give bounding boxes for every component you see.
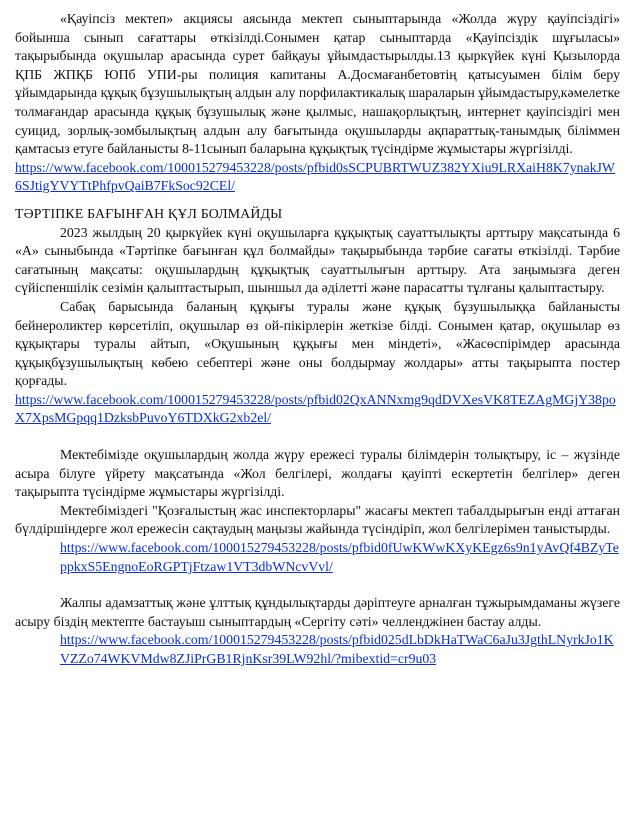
facebook-post-link-1[interactable]: https://www.facebook.com/100015279453228/posts/pfbid0sSCPUBRTWUZ382YXiu9LRXaiH8K7ynakJW6SJtigYVYTtPhfpvQaiB7FkSoc92CEl/ <box>15 159 615 194</box>
road-rules-paragraph-1: Мектебімізде оқушылардың жолда жүру ережесі туралы білімдерін толықтыру, іс – жүзінде асыра білуге үйрету мақсатында «Жол белгілері, жолдағы қауіпті ескертетін белгілер» деген тақырыпта түсіндірме жұмыстары жүргізілді. <box>15 447 620 500</box>
discipline-paragraph-1: 2023 жылдың 20 қыркүйек күні оқушыларға құқықтық сауаттылықты арттыру мақсатында 6 «А» сыныбында «Тәртіпке бағынған құл болмайды» тақырыбында тәрбие сағаты өткізілді. Тәрбие сағатының мақсаты: оқушылардың құқықтық сауаттылығын арттыру. Ата заңымызға деген сүйіспеншілік сезімін қалыптастырып, шыншыл да әділетті және парасатты тұлғаны қалыптастыру. <box>15 224 620 296</box>
facebook-post-link-3[interactable]: https://www.facebook.com/100015279453228/posts/pfbid0fUwKWwKXyKEgz6s9n1yAvQf4BZyTeppkxS5EngnoEoRGPTjFtzaw1VT3dbWNcvVvl/ <box>60 540 619 574</box>
discipline-paragraph-2: Сабақ барысында баланың құқығы туралы және құқық бұзушылыққа байланысты бейнероликтер көрсетіліп, оқушылар өз ой-пікірлерін жеткізе білді. Сонымен қатар, оқушылар өз құқықтары туралы айтып, «Оқушының құқығы мен міндеті», «Жасөспірімдер арасында құқықбұзушылықтың көбею себептері және оны болдырмау жолдары» атты тақырыпта постер қорғады. <box>15 298 620 389</box>
road-rules-paragraph-2: Мектебіміздегі "Қозғалыстың жас инспекторлары" жасағы мектеп табалдырығын енді аттаған бүлдіршіндерге жол ережесін сақтаудың маңызы жайында түсіндіріп, жол белгілерімен таныстырды. <box>15 502 620 537</box>
facebook-post-link-2[interactable]: https://www.facebook.com/100015279453228/posts/pfbid02QxANNxmg9qdDVXesVK8TEZAgMGjY38poX7XpsMGpqq1DzksbPuvoY6TDXkG2xb2el/ <box>15 391 616 426</box>
section-heading: ТӘРТІПКЕ БАҒЫНҒАН ҚҰЛ БОЛМАЙДЫ <box>15 205 283 221</box>
spacer <box>15 576 620 594</box>
spacer <box>15 196 620 205</box>
facebook-post-link-4[interactable]: https://www.facebook.com/100015279453228/posts/pfbid025dLbDkHaTWaC6aJu3JgthLNyrkJo1KVZZo74WKVMdw8ZJiPrGB1RjnKsr39LW92hl/?mibextid=cr9u03 <box>60 632 614 666</box>
safe-school-paragraph: «Қауіпсіз мектеп» акциясы аясында мектеп сыныптарында «Жолда жүру қауіпсіздігі» бойынша сынып сағаттары өткізілді.Сонымен қатар сыныптарда «Қауіпсіздік шұғыласы» тақырыбында оқушылар арасында сурет байқауы ұйымдастырылды.13 қыркүйек күні Қызылорда ҚПБ ЖПҚБ ЮПб УПИ-ры полиция капитаны А.Досмағанбетовтің қатысуымен білім беру ұйымдарында құқық бұзушылықтың алдын алу порфилактикалық шараларын ұйымдастыру,кәмелетке толмағандар арасында құқық бұзушылық және қылмыс, нашақорлықтың, интернет қауіпсіздігі мен суицид, зорлық-зомбылықтың алдын алу бағытында оқушыларды ақпараттық-танымдық біліммен қамтасыз етуге байланысты 8-11сынып баларына құқықтық түсіндірме жұмыстары жүргізілді. <box>15 11 621 157</box>
values-paragraph: Жалпы адамзаттық және ұлттық құндылықтарды дәріптеуге арналған тұжырымдаманы жүзеге асыру біздің мектепте бастауыш сыныптардың «Сергіту сәті» челленджінен бастау алды. <box>15 595 620 629</box>
spacer <box>15 428 620 446</box>
